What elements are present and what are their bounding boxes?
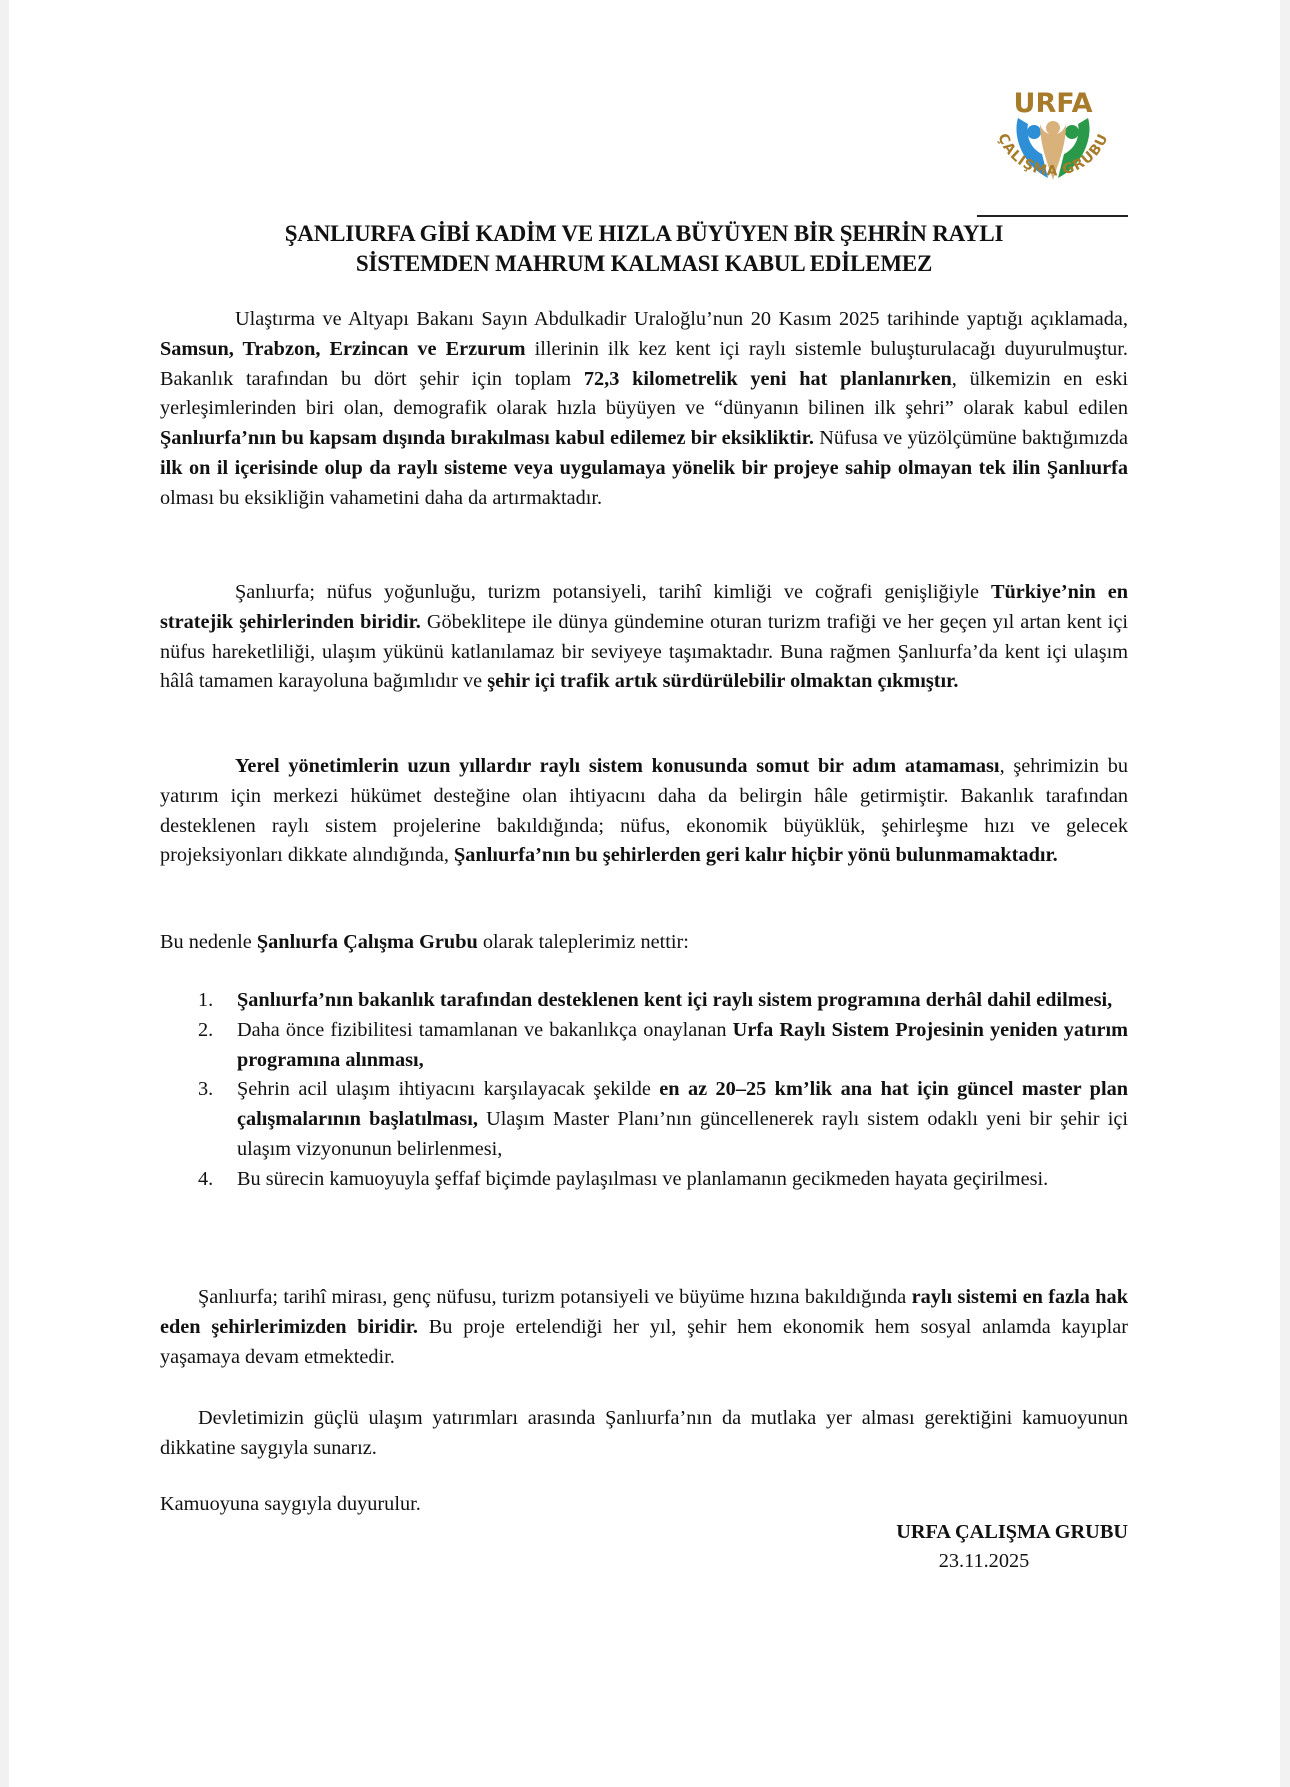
paragraph-demands-intro: Bu nedenle Şanlıurfa Çalışma Grubu olarak taleplerimiz nettir: [160, 931, 689, 953]
closing-line: Kamuoyuna saygıyla duyurulur. [160, 1493, 421, 1515]
logo-urfa-text: URFA [1013, 88, 1093, 119]
list-item: 2. Daha önce fizibilitesi tamamlanan ve bakanlıkça onaylanan Urfa Raylı Sistem Projesinin yeniden yatırım programına alınması, [198, 1018, 1128, 1071]
title-line-2: SİSTEMDEN MAHRUM KALMASI KABUL EDİLEMEZ [355, 251, 933, 276]
urfa-calisma-grubu-logo [982, 88, 1124, 206]
list-item: 4. Bu sürecin kamuoyuyla şeffaf biçimde paylaşılması ve planlamanın gecikmeden hayata geçirilmesi. [198, 1167, 1049, 1190]
demands-list [160, 986, 1128, 1195]
signature-org: URFA ÇALIŞMA GRUBU [896, 1521, 1128, 1543]
list-item: 1. Şanlıurfa’nın bakanlık tarafından desteklenen kent içi raylı sistem programına derhâl dahil edilmesi, [198, 989, 1113, 1011]
paragraph-2: Şanlıurfa; nüfus yoğunluğu, turizm potansiyeli, tarihî kimliği ve coğrafi genişliğiyle Türkiye’nin en stratejik şehirlerinden biridir. Göbeklitepe ile dünya gündemine oturan turizm trafiği ve her geçen yıl artan kent içi nüfus hareketliliği, ulaşım yükünü katlanılamaz bir seviyeye taşımaktadır. Buna rağmen Şanlıurfa’da kent içi ulaşım hâlâ tamamen karayoluna bağımlıdır ve şehir içi trafik artık sürdürülebilir olmaktan çıkmıştır. [160, 581, 1128, 693]
list-item: 3. Şehrin acil ulaşım ihtiyacını karşılayacak şekilde en az 20–25 km’lik ana hat için güncel master plan çalışmalarının başlatılması, Ulaşım Master Planı’nın güncellenerek raylı sistem odaklı yeni bir şehir içi ulaşım vizyonunun belirlenmesi, [198, 1078, 1129, 1160]
document-title [160, 219, 1128, 279]
logo-arc-text: ÇALIŞMA GRUBU [994, 131, 1112, 180]
signature-date: 23.11.2025 [938, 1550, 1030, 1572]
paragraph-5: Şanlıurfa; tarihî mirası, genç nüfusu, turizm potansiyeli ve büyüme hızına bakıldığında raylı sistemi en fazla hak eden şehirlerimizden biridir. Bu proje ertelendiği her yıl, şehir hem ekonomik hem sosyal anlamda kayıplar yaşamaya devam etmektedir. [160, 1286, 1128, 1368]
paragraph-6: Devletimizin güçlü ulaşım yatırımları arasında Şanlıurfa’nın da mutlaka yer alması gerektiğini kamuoyunun dikkatine saygıyla sunarız. [160, 1407, 1128, 1459]
paragraph-3: Yerel yönetimlerin uzun yıllardır raylı sistem konusunda somut bir adım atamaması, şehrimizin bu yatırım için merkezi hükümet desteğine olan ihtiyacını daha da belirgin hâle getirmiştir. Bakanlık tarafından desteklenen raylı sistem projelerine bakıldığında; nüfus, ekonomik büyüklük, şehirleşme hızı ve gelecek projeksiyonları dikkate alındığında, Şanlıurfa’nın bu şehirlerden geri kalır hiçbir yönü bulunmamaktadır. [160, 755, 1128, 867]
header-rule [977, 215, 1128, 217]
page-edge-left [0, 0, 9, 1787]
paragraph-1: Ulaştırma ve Altyapı Bakanı Sayın Abdulkadir Uraloğlu’nun 20 Kasım 2025 tarihinde yaptığı açıklamada, Samsun, Trabzon, Erzincan ve Erzurum illerinin ilk kez kent içi raylı sistemle buluşturulacağı duyurulmuştur. Bakanlık tarafından bu dört şehir için toplam 72,3 kilometrelik yeni hat planlanırken, ülkemizin en eski yerleşimlerinden biri olan, demografik olarak hızla büyüyen ve “dünyanın bilinen ilk şehri” olarak kabul edilen Şanlıurfa’nın bu kapsam dışında bırakılması kabul edilemez bir eksikliktir. Nüfusa ve yüzölçümüne baktığımızda ilk on il içerisinde olup da raylı sisteme veya uygulamaya yönelik bir projeye sahip olmayan tek ilin Şanlıurfa olması bu eksikliğin vahametini daha da artırmaktadır. [160, 308, 1129, 509]
page-edge-right [1280, 0, 1290, 1787]
signature-block [800, 1518, 1128, 1576]
logo-emblem-icon [982, 88, 1124, 206]
title-line-1: ŞANLIURFA GİBİ KADİM VE HIZLA BÜYÜYEN BİR ŞEHRİN RAYLI [284, 221, 1004, 246]
